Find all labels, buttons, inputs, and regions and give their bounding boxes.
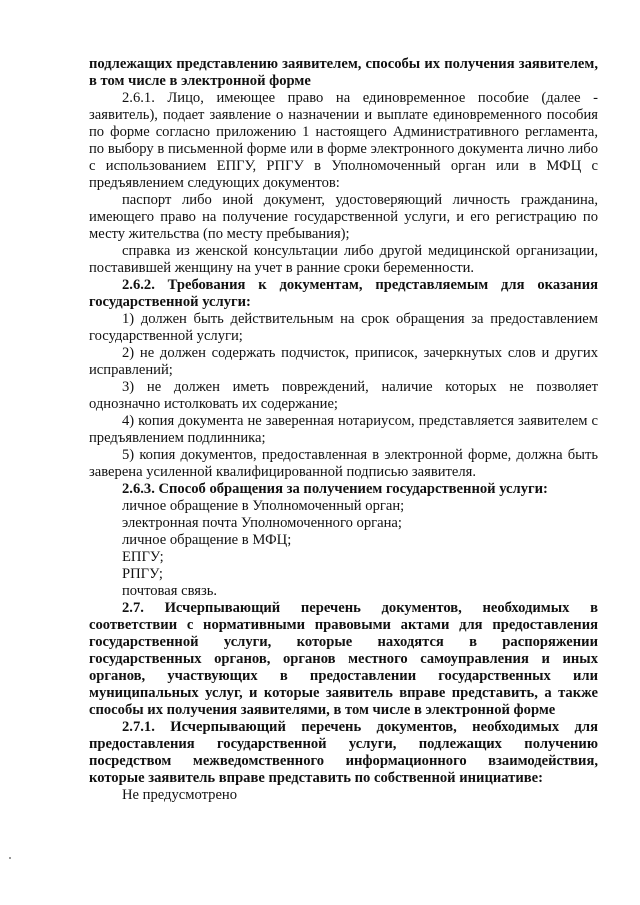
method-item: ЕПГУ; — [122, 549, 164, 565]
document-item-passport: паспорт либо иной документ, удостоверяющий личность гражданина, имеющего право на получение государственной услуги, и его регистрацию по месту жительства (по месту пребывания); — [89, 192, 598, 242]
requirement-2: 2) не должен содержать подчисток, приписок, зачеркнутых слов и других исправлений; — [89, 345, 598, 378]
method-item: личное обращение в Уполномоченный орган; — [122, 498, 405, 514]
method-item: почтовая связь. — [122, 583, 218, 599]
document-item-medical-certificate: справка из женской консультации либо другой медицинской организации, поставившей женщину на учет в ранние сроки беременности. — [89, 243, 598, 276]
requirement-1: 1) должен быть действительным на срок обращения за предоставлением государственной услуги; — [89, 311, 598, 344]
section-heading-continuation: подлежащих представлению заявителем, способы их получения заявителем, в том числе в электронной форме — [89, 56, 598, 89]
heading-2-7-1: 2.7.1. Исчерпывающий перечень документов, необходимых для предоставления государственной услуги, подлежащих получению посредством межведомственного информационного взаимодействия, которые заявитель вправе представить по собственной инициативе: — [89, 719, 598, 786]
paragraph-2-6-1: 2.6.1. Лицо, имеющее право на единовременное пособие (далее - заявитель), подает заявление о назначении и выплате единовременного пособия по форме согласно приложению 1 настоящего Административного регламента, по выбору в письменной форме или в форме электронного документа лично либо с использованием ЕПГУ, РПГУ в Уполномоченный орган или в МФЦ с предъявлением следующих документов: — [89, 90, 598, 191]
requirement-4: 4) копия документа не заверенная нотариусом, представляется заявителем с предъявлением подлинника; — [89, 413, 598, 446]
not-provided-text: Не предусмотрено — [122, 787, 238, 803]
heading-2-6-3: 2.6.3. Способ обращения за получением государственной услуги: — [122, 481, 548, 497]
method-item: личное обращение в МФЦ; — [122, 532, 292, 548]
requirement-3: 3) не должен иметь повреждений, наличие которых не позволяет однозначно истолковать их содержание; — [89, 379, 598, 412]
heading-2-7: 2.7. Исчерпывающий перечень документов, необходимых в соответствии с нормативными правовыми актами для предоставления государственной услуги, которые находятся в распоряжении государственных органов, органов местного самоуправления и иных органов, участвующих в предоставлении государственных или муниципальных услуг, и которые заявитель вправе представить, а также способы их получения заявителями, в том числе в электронной форме — [89, 600, 598, 718]
requirement-5: 5) копия документов, предоставленная в электронной форме, должна быть заверена усиленной квалифицированной подписью заявителя. — [89, 447, 598, 480]
method-item: РПГУ; — [122, 566, 163, 582]
scan-speck — [9, 857, 11, 859]
document-page — [89, 56, 598, 804]
method-item: электронная почта Уполномоченного органа; — [122, 515, 402, 531]
heading-2-6-2: 2.6.2. Требования к документам, представляемым для оказания государственной услуги: — [89, 277, 598, 310]
